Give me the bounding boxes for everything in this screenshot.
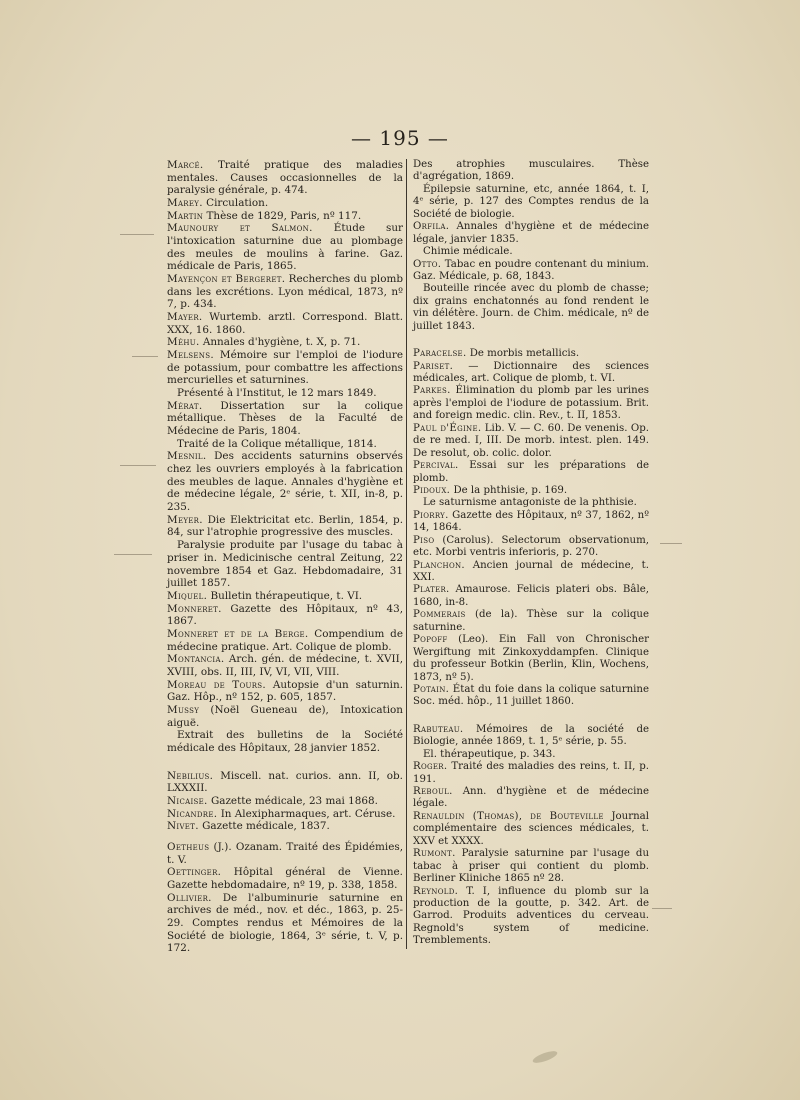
bibliography-entry	[413, 221, 649, 246]
entry-text: Lib. V. — C. 60. De venenis. Op. de re med. I, III. De morb. intest. plen. 149. De resolut, ob. colic. dolor.	[413, 422, 650, 459]
bibliography-entry	[167, 210, 403, 223]
bibliography-entry	[413, 811, 649, 848]
author-name: Meyer.	[167, 513, 203, 526]
author-name: Marey.	[167, 197, 203, 210]
bibliography-entry	[167, 311, 403, 336]
bibliography-entry	[167, 514, 403, 539]
author-name: Pidoux.	[413, 484, 451, 496]
bibliography-entry	[413, 485, 649, 497]
author-name: Paul d'Égine.	[413, 422, 482, 434]
entry-text: Autopsie d'un saturnin. Gaz. Hôp., nº 152, p. 605, 1857.	[167, 678, 403, 704]
entry-text: Chimie médicale.	[423, 246, 513, 258]
entry-text: Ann. d'hygiène et de médecine légale.	[413, 786, 649, 810]
author-name: Paracelse.	[413, 348, 467, 360]
author-name: Rumont.	[413, 848, 456, 860]
entry-text: Traité pratique des maladies mentales. Causes occasionnelles de la paralysie générale, p. 474.	[167, 159, 403, 197]
entry-text: (J.). Ozanam. Traité des Épidémies, t. V.	[167, 840, 403, 866]
bibliography-entry	[167, 628, 403, 653]
author-name: Roger.	[413, 761, 448, 773]
bibliography-entry	[167, 679, 403, 704]
author-name: Piso	[413, 534, 435, 546]
entry-text: Miscell. nat. curios. ann. II, ob. LXXXII.	[167, 769, 403, 795]
entry-text: Circulation.	[202, 197, 269, 210]
entry-text: Paralysie saturnine par l'usage du tabac à priser qui contient du plomb. Berliner Kliniche 1865 nº 28.	[413, 848, 649, 885]
author-name: Miquel.	[167, 589, 208, 602]
bibliography-entry	[167, 704, 403, 729]
margin-pencil-mark	[652, 908, 672, 909]
author-name: Nicaise.	[167, 794, 208, 807]
bibliography-entry	[413, 385, 649, 422]
entry-text: Étude sur l'intoxication saturnine due au plombage des meules de moulins à farine. Gaz. médicale de Paris, 1865.	[167, 222, 403, 273]
entry-text: Traité des maladies des reins, t. II, p. 191.	[413, 761, 649, 785]
bibliography-entry	[413, 159, 649, 184]
bibliography-entry	[167, 795, 403, 808]
author-name: Mayer.	[167, 311, 203, 324]
entry-text: Dissertation sur la colique métallique. Thèses de la Faculté de Médecine de Paris, 1804.	[167, 399, 403, 438]
bibliography-entry	[167, 159, 403, 197]
entry-text: De l'albuminurie saturnine en archives de méd., nov. et déc., 1863, p. 25-29. Comptes rendus et Mémoires de la Société de biologie, 1864, 3ᵉ série, t. V, p. 172.	[167, 891, 403, 955]
author-name: Mesnil.	[167, 450, 207, 463]
bibliography-entry	[413, 184, 649, 221]
author-name: Martin	[167, 209, 204, 222]
bibliography-entry	[413, 886, 649, 948]
author-name: Marcé.	[167, 159, 204, 171]
bibliography-entry	[413, 283, 649, 333]
bibliography-entry	[413, 246, 649, 258]
paper-stain	[531, 1049, 558, 1065]
bibliography-entry	[413, 460, 649, 485]
author-name: Renauldin (Thomas), de Bouteville	[413, 810, 604, 822]
bibliography-entry	[167, 603, 403, 628]
bibliography-entry	[413, 560, 649, 585]
author-name: Potain.	[413, 683, 450, 695]
bibliography-entry	[413, 348, 649, 360]
bibliography-entry	[167, 197, 403, 210]
bibliography-entry	[167, 729, 403, 754]
right-column	[413, 159, 649, 948]
bibliography-entry	[167, 450, 403, 513]
author-name: Pommerais	[413, 609, 466, 621]
entry-text: Bulletin thérapeutique, t. VI.	[207, 589, 363, 602]
bibliography-entry	[167, 590, 403, 603]
entry-text: Hôpital général de Vienne. Gazette hebdomadaire, nº 19, p. 338, 1858.	[167, 866, 403, 891]
entry-text: — Dictionnaire des sciences médicales, art. Colique de plomb, t. VI.	[413, 360, 649, 384]
entry-text: Extrait des bulletins de la Société médicale des Hôpitaux, 28 janvier 1852.	[167, 729, 403, 754]
entry-text: Épilepsie saturnine, etc, année 1864, t. I, 4ᵉ série, p. 127 des Comptes rendus de la Société de biologie.	[413, 183, 649, 220]
bibliography-entry	[167, 892, 403, 955]
entry-text: (Noël Gueneau de), Intoxication aiguë.	[167, 703, 403, 729]
author-name: Pariset.	[413, 360, 454, 372]
author-name: Nicandre.	[167, 807, 218, 820]
entry-text: Amaurose. Felicis plateri obs. Bâle, 1680, in-8.	[413, 584, 649, 608]
author-name: Otto.	[413, 258, 442, 270]
entry-text: État du foie dans la colique saturnine Soc. méd. hôp., 11 juillet 1860.	[413, 683, 649, 708]
bibliography-entry	[413, 259, 649, 284]
author-name: Reynold.	[413, 885, 459, 897]
author-name: Ollivier.	[167, 891, 212, 904]
entry-text: Mémoires de la société de Biologie, année 1869, t. 1, 5ᵉ série, p. 55.	[413, 723, 649, 748]
author-name: Méhu.	[167, 336, 200, 349]
bibliography-entry	[413, 724, 649, 749]
bibliography-entry	[413, 535, 649, 560]
bibliography-entry	[413, 749, 649, 761]
entry-text: T. I, influence du plomb sur la production de la goutte, p. 342. Art. de Garrod. Produits adventices du cerveau. Regnold's system of medicine. Tremblements.	[413, 885, 649, 947]
author-name: Nebilius.	[167, 769, 214, 782]
entry-text: (de la). Thèse sur la colique saturnine.	[413, 609, 649, 633]
left-column	[167, 159, 403, 955]
margin-pencil-mark	[120, 234, 154, 235]
entry-text: In Alexipharmaques, art. Céruse.	[217, 807, 396, 820]
bibliography-entry	[413, 848, 649, 885]
bibliography-entry	[413, 761, 649, 786]
entry-text: Traité de la Colique métallique, 1814.	[177, 437, 377, 450]
author-name: Piorry.	[413, 509, 449, 521]
bibliography-entry	[167, 400, 403, 438]
author-name: Mayençon et Bergeret.	[167, 273, 286, 286]
author-name: Nivet.	[167, 820, 199, 833]
bibliography-entry	[413, 361, 649, 386]
author-name: Mussy	[167, 703, 200, 716]
author-name: Reboul.	[413, 786, 453, 797]
author-name: Parkes.	[413, 385, 451, 397]
entry-text: Le saturnisme antagoniste de la phthisie.	[423, 497, 637, 509]
entry-text: El. thérapeutique, p. 343.	[423, 748, 556, 760]
author-name: Rabuteau.	[413, 723, 464, 735]
bibliography-entry	[167, 808, 403, 821]
author-name: Melsens.	[167, 349, 214, 362]
entry-text: (Carolus). Selectorum observationum, etc. Morbi ventris inferioris, p. 270.	[413, 534, 649, 559]
entry-text: Compendium de médecine pratique. Art. Colique de plomb.	[167, 627, 403, 653]
bibliography-entry	[413, 634, 649, 684]
entry-text: Annales d'hygiène et de médecine légale, janvier 1835.	[413, 221, 649, 245]
entry-text: Gazette des Hôpitaux, nº 37, 1862, nº 14, 1864.	[413, 509, 649, 534]
entry-text: Des accidents saturnins observés chez les ouvriers employés à la fabrication des meubles de laque. Annales d'hygiène et de médecine légale, 2ᵉ série, t. XII, in-8, p. 235.	[167, 450, 403, 514]
author-name: Popoff	[413, 634, 448, 646]
bibliography-entry	[167, 349, 403, 387]
bibliography-entry	[167, 222, 403, 273]
bibliography-entry	[167, 770, 403, 795]
entry-text: Annales d'hygiène, t. X, p. 71.	[199, 336, 361, 349]
author-name: Oetheus	[167, 840, 210, 853]
entry-text: Die Elektricitat etc. Berlin, 1854, p. 84, sur l'atrophie progressive des muscles.	[167, 513, 403, 539]
margin-pencil-mark	[660, 543, 682, 544]
margin-pencil-mark	[114, 554, 152, 555]
entry-text: Élimination du plomb par les urines après l'emploi de l'iodure de potassium. Brit. and foreign medic. clin. Rev., t. II, 1853.	[413, 385, 649, 422]
bibliography-entry	[167, 387, 403, 400]
bibliography-entry	[413, 497, 649, 509]
bibliography-entry	[167, 820, 403, 833]
author-name: Plater.	[413, 584, 450, 596]
author-name: Maunoury et Salmon.	[167, 222, 313, 235]
entry-text: Ancien journal de médecine, t. XXI.	[413, 559, 649, 583]
bibliography-entry	[413, 423, 649, 460]
margin-pencil-mark	[132, 356, 158, 357]
bibliography-entry	[167, 539, 403, 590]
entry-text: Paralysie produite par l'usage du tabac à priser in. Medicinische central Zeitung, 22 novembre 1854 et Gaz. Hebdomadaire, 31 juillet 1857.	[167, 539, 403, 590]
bibliography-entry	[413, 510, 649, 535]
entry-text: Recherches du plomb dans les excrétions. Lyon médical, 1873, nº 7, p. 434.	[167, 273, 403, 311]
entry-text: Bouteille rincée avec du plomb de chasse; dix grains enchatonnés au fond rendent le vin délétère. Journ. de Chim. médicale, nº de juillet 1843.	[413, 283, 649, 332]
bibliography-entry	[167, 438, 403, 451]
bibliography-entry	[413, 786, 649, 811]
entry-text: Gazette médicale, 1837.	[198, 820, 330, 833]
entry-text: Mémoire sur l'emploi de l'iodure de potassium, pour combattre les affections mercurielles et saturnines.	[167, 349, 403, 387]
entry-text: Présenté à l'Institut, le 12 mars 1849.	[177, 387, 377, 400]
bibliography-entry	[167, 336, 403, 349]
entry-text: De morbis metallicis.	[466, 348, 580, 360]
author-name: Oettinger.	[167, 866, 222, 879]
author-name: Planchon.	[413, 559, 465, 571]
author-name: Mérat.	[167, 399, 203, 412]
entry-text: Journal complémentaire des sciences médicales, t. XXV et XXXX.	[413, 810, 650, 847]
bibliography-entry	[167, 841, 403, 866]
entry-text: Tabac en poudre contenant du minium. Gaz. Médicale, p. 68, 1843.	[413, 258, 649, 282]
entry-text: De la phthisie, p. 169.	[450, 484, 568, 496]
author-name: Monneret et de la Berge.	[167, 627, 309, 640]
column-divider	[406, 159, 407, 949]
bibliography-entry	[167, 866, 403, 891]
margin-pencil-mark	[120, 465, 156, 466]
bibliography-entry	[413, 609, 649, 634]
entry-text: Des atrophies musculaires. Thèse d'agrégation, 1869.	[413, 159, 649, 183]
bibliography-entry	[413, 684, 649, 709]
entry-text: Wurtemb. arztl. Correspond. Blatt. XXX, 16. 1860.	[167, 311, 403, 336]
author-name: Monneret.	[167, 602, 222, 615]
author-name: Orfila.	[413, 221, 450, 233]
bibliography-entry	[413, 584, 649, 609]
entry-text: Thèse de 1829, Paris, nº 117.	[203, 209, 362, 222]
bibliography-entry	[167, 653, 403, 678]
entry-text: Gazette médicale, 23 mai 1868.	[207, 794, 378, 807]
entry-text: Arch. gén. de médecine, t. XVII, XVIII, obs. II, III, IV, VI, VII, VIII.	[167, 653, 403, 678]
author-name: Moreau de Tours.	[167, 678, 266, 691]
bibliography-entry	[167, 273, 403, 311]
author-name: Percival.	[413, 460, 459, 472]
page-number: — 195 —	[351, 126, 449, 150]
entry-text: Gazette des Hôpitaux, nº 43, 1867.	[167, 602, 403, 628]
entry-text: (Leo). Ein Fall von Chronischer Wergiftung mit Zinkoxyddampfen. Clinique du professeur Botkin (Berlin, Klin, Wochens, 1873, nº 5).	[413, 634, 649, 683]
entry-text: Essai sur les préparations de plomb.	[413, 460, 649, 484]
author-name: Montancia.	[167, 653, 225, 666]
